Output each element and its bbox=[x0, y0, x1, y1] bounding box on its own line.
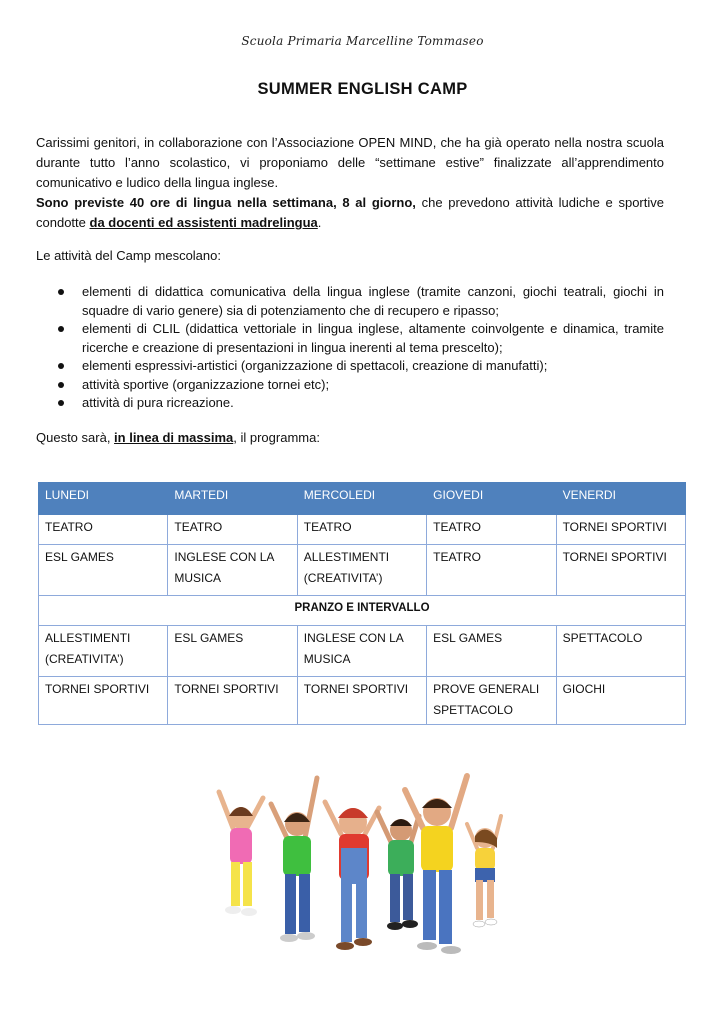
child-figure bbox=[325, 802, 379, 950]
bullet-icon bbox=[58, 363, 64, 369]
hours-end-text: . bbox=[317, 215, 322, 230]
table-row bbox=[39, 545, 686, 596]
list-item: attività sportive (organizzazione tornei etc); bbox=[36, 376, 664, 395]
intro-paragraph: Carissimi genitori, in collaborazione con l’Associazione OPEN MIND, che ha già operato nella nostra scuola durante tutto l’anno scolastico, vi proponiamo delle “settimane estive” finalizzate all’apprendimento comunicativo e ludico della lingua inglese. bbox=[36, 135, 664, 190]
table-cell: ESL GAMES bbox=[39, 545, 168, 596]
list-item: attività di pura ricreazione. bbox=[36, 394, 664, 413]
page-title: SUMMER ENGLISH CAMP bbox=[257, 80, 468, 98]
table-cell: ALLESTIMENTI (CREATIVITA’) bbox=[297, 545, 426, 596]
hours-middle-text: che prevedono attività ludiche e sportive condotte bbox=[36, 195, 664, 230]
activities-lead: Le attività del Camp mescolano: bbox=[36, 248, 221, 263]
table-cell: TORNEI SPORTIVI bbox=[39, 677, 168, 725]
table-cell: INGLESE CON LA MUSICA bbox=[297, 626, 426, 677]
bullet-icon bbox=[58, 400, 64, 406]
child-figure bbox=[377, 812, 419, 930]
table-cell: GIOCHI bbox=[556, 677, 685, 725]
table-cell: SPETTACOLO bbox=[556, 626, 685, 677]
hours-paragraph bbox=[36, 193, 664, 233]
table-cell: ESL GAMES bbox=[427, 626, 556, 677]
table-cell: TEATRO bbox=[297, 515, 426, 545]
table-cell: TORNEI SPORTIVI bbox=[168, 677, 297, 725]
activities-list bbox=[36, 283, 664, 413]
program-underlined-text: in linea di massima bbox=[114, 430, 234, 445]
list-item: elementi espressivi-artistici (organizzazione di spettacoli, creazione di manufatti); bbox=[36, 357, 664, 376]
teachers-underlined-text: da docenti ed assistenti madrelingua bbox=[89, 215, 318, 230]
table-cell: ESL GAMES bbox=[168, 626, 297, 677]
child-figure bbox=[219, 792, 263, 916]
table-cell: TORNEI SPORTIVI bbox=[556, 545, 685, 596]
table-cell: TEATRO bbox=[39, 515, 168, 545]
bullet-icon bbox=[58, 289, 64, 295]
schedule-table bbox=[38, 482, 686, 725]
table-cell: TORNEI SPORTIVI bbox=[556, 515, 685, 545]
table-cell: INGLESE CON LA MUSICA bbox=[168, 545, 297, 596]
table-row bbox=[39, 515, 686, 545]
table-cell: TEATRO bbox=[168, 515, 297, 545]
table-cell: TORNEI SPORTIVI bbox=[297, 677, 426, 725]
day-header-monday: LUNEDI bbox=[39, 483, 168, 515]
day-header-tuesday: MARTEDI bbox=[168, 483, 297, 515]
day-header-wednesday: MERCOLEDI bbox=[297, 483, 426, 515]
bullet-icon bbox=[58, 326, 64, 332]
hours-bold-text: Sono previste 40 ore di lingua nella settimana, 8 al giorno, bbox=[36, 195, 416, 210]
table-cell: TEATRO bbox=[427, 545, 556, 596]
table-cell: ALLESTIMENTI (CREATIVITA’) bbox=[39, 626, 168, 677]
day-header-thursday: GIOVEDI bbox=[427, 483, 556, 515]
table-header-row bbox=[39, 483, 686, 515]
table-cell: TEATRO bbox=[427, 515, 556, 545]
school-header: Scuola Primaria Marcelline Tommaseo bbox=[241, 34, 484, 48]
child-figure bbox=[271, 778, 317, 942]
jumping-children-illustration bbox=[205, 768, 515, 968]
lunch-break-cell: PRANZO E INTERVALLO bbox=[39, 596, 686, 626]
list-item: elementi di didattica comunicativa della lingua inglese (tramite canzoni, giochi teatrali, giochi in squadre di vario genere) sia di potenziamento che di recupero e ripasso; bbox=[36, 283, 664, 320]
child-figure bbox=[467, 816, 501, 927]
table-row bbox=[39, 626, 686, 677]
table-row bbox=[39, 677, 686, 725]
table-cell: PROVE GENERALI SPETTACOLO bbox=[427, 677, 556, 725]
break-row bbox=[39, 596, 686, 626]
day-header-friday: VENERDI bbox=[556, 483, 685, 515]
program-intro: Questo sarà, in linea di massima, il programma: bbox=[36, 430, 320, 445]
list-item: elementi di CLIL (didattica vettoriale in lingua inglese, altamente coinvolgente e dinamica, tramite ricerche e creazione di presentazioni in lingua inerenti al tema prescelto); bbox=[36, 320, 664, 357]
bullet-icon bbox=[58, 382, 64, 388]
